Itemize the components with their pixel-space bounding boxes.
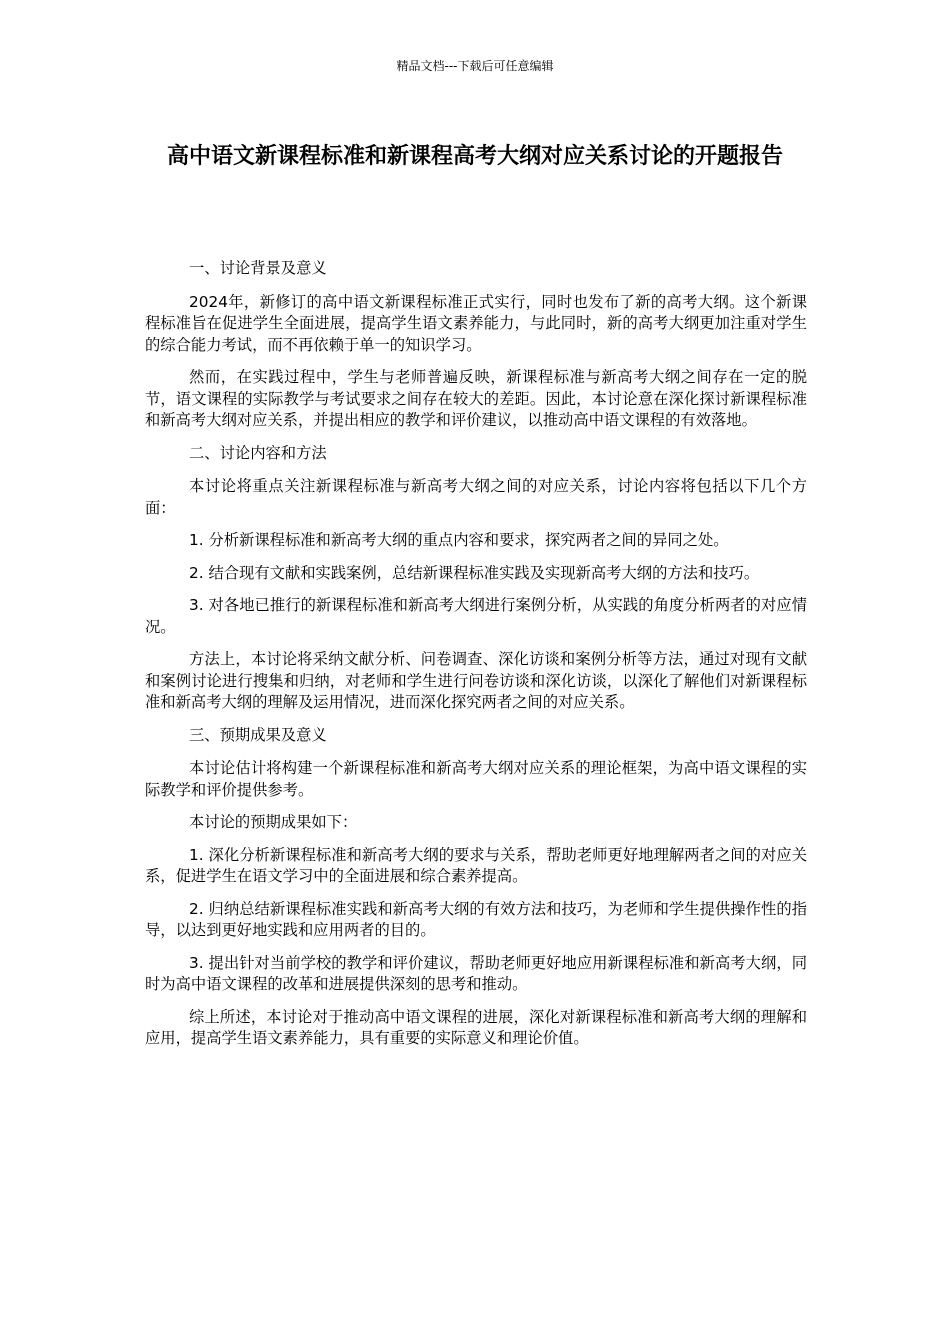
section-heading-background: 一、讨论背景及意义 <box>189 259 327 277</box>
list-item: 1. 分析新课程标准和新高考大纲的重点内容和要求，探究两者之间的异同之处。 <box>189 531 729 549</box>
paragraph: 本讨论的预期成果如下： <box>189 813 358 831</box>
list-item: 3. 提出针对当前学校的教学和评价建议，帮助老师更好地应用新课程标准和新高考大纲，同时为高中语文课程的改革和进展提供深刻的思考和推动。 <box>145 953 807 993</box>
paragraph: 本讨论估计将构建一个新课程标准和新高考大纲对应关系的理论框架，为高中语文课程的实际教学和评价提供参考。 <box>145 759 807 799</box>
paragraph: 然而，在实践过程中，学生与老师普遍反映，新课程标准与新高考大纲之间存在一定的脱节，语文课程的实际教学与考试要求之间存在较大的差距。因此，本讨论意在深化探讨新课程标准和新高考大纲对应关系，并提出相应的教学和评价建议，以推动高中语文课程的有效落地。 <box>145 368 807 429</box>
section-heading-content-methods: 二、讨论内容和方法 <box>189 443 327 462</box>
list-item: 2. 结合现有文献和实践案例，总结新课程标准实践及实现新高考大纲的方法和技巧。 <box>189 563 760 582</box>
document-title: 高中语文新课程标准和新课程高考大纲对应关系讨论的开题报告 <box>166 144 783 169</box>
list-item: 1. 深化分析新课程标准和新高考大纲的要求与关系，帮助老师更好地理解两者之间的对应关系，促进学生在语文学习中的全面进展和综合素养提高。 <box>145 845 807 885</box>
document-body <box>145 258 807 1061</box>
header-note: 精品文档---下载后可任意编辑 <box>396 59 554 73</box>
paragraph: 本讨论将重点关注新课程标准与新高考大纲之间的对应关系，讨论内容将包括以下几个方面： <box>145 477 807 517</box>
section-heading-expected-results: 三、预期成果及意义 <box>189 725 327 744</box>
paragraph: 2024年，新修订的高中语文新课程标准正式实行，同时也发布了新的高考大纲。这个新课程标准旨在促进学生全面进展，提高学生语文素养能力，与此同时，新的高考大纲更加注重对学生的综合能力考试，而不再依赖于单一的知识学习。 <box>145 292 807 354</box>
list-item: 3. 对各地已推行的新课程标准和新高考大纲进行案例分析，从实践的角度分析两者的对应情况。 <box>145 596 807 636</box>
list-item: 2. 归纳总结新课程标准实践和新高考大纲的有效方法和技巧，为老师和学生提供操作性的指导，以达到更好地实践和应用两者的目的。 <box>145 899 807 939</box>
paragraph: 方法上，本讨论将采纳文献分析、问卷调查、深化访谈和案例分析等方法，通过对现有文献和案例讨论进行搜集和归纳，对老师和学生进行问卷访谈和深化访谈，以深化了解他们对新课程标准和新高考大纲的理解及运用情况，进而深化探究两者之间的对应关系。 <box>145 650 807 711</box>
paragraph: 综上所述，本讨论对于推动高中语文课程的进展，深化对新课程标准和新高考大纲的理解和应用，提高学生语文素养能力，具有重要的实际意义和理论价值。 <box>145 1007 807 1047</box>
